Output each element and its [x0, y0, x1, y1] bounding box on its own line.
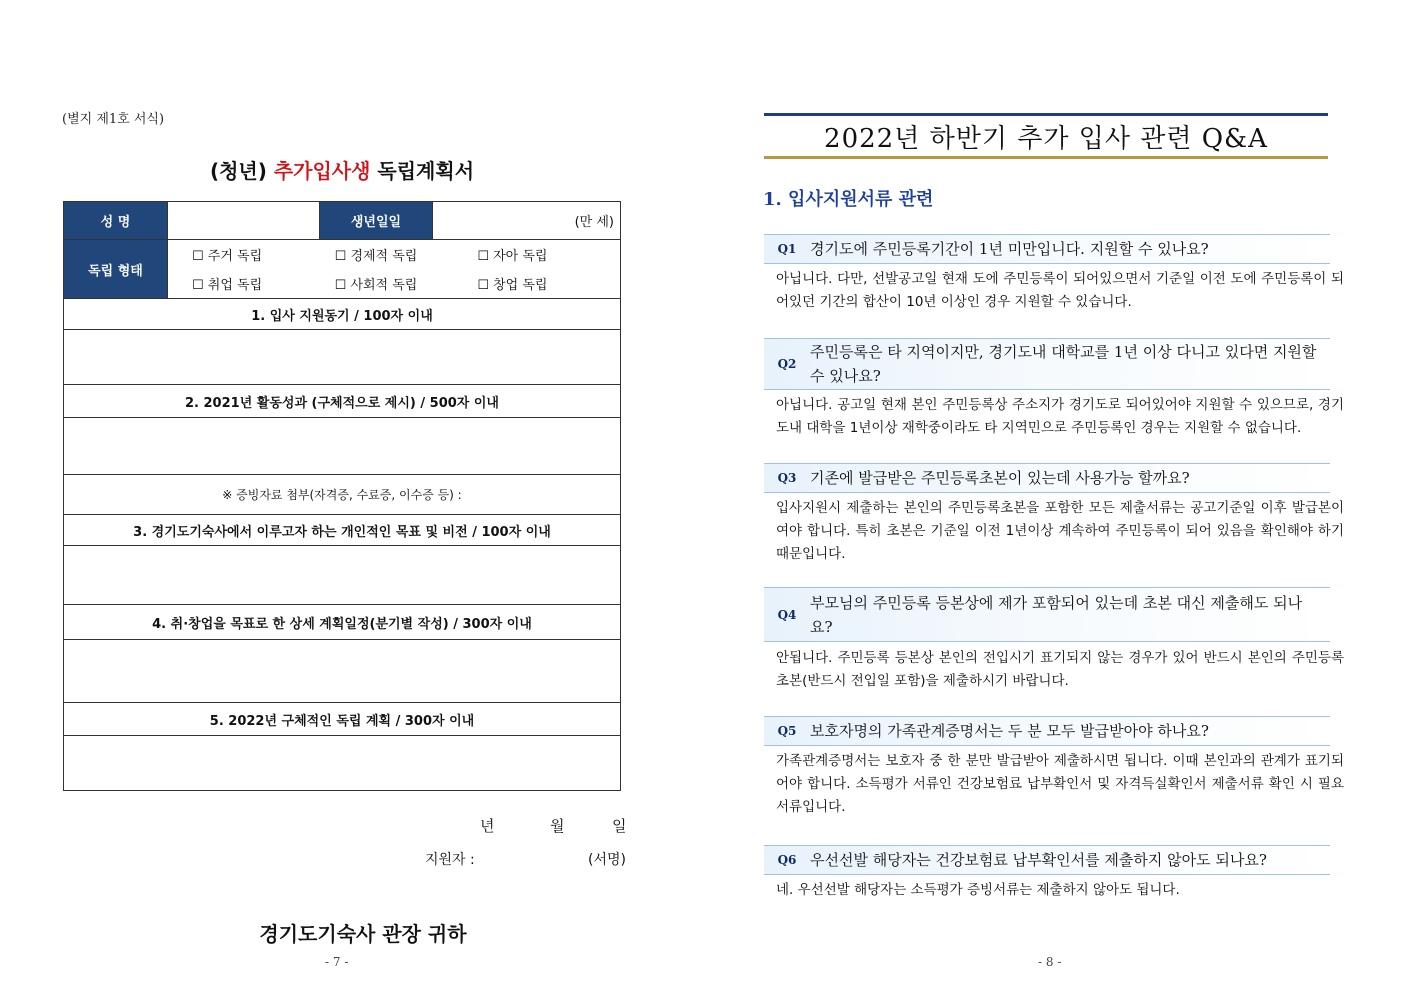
section4-input[interactable] [64, 640, 620, 703]
section5-header: 5. 2022년 구체적인 독립 계획 / 300자 이내 [64, 703, 620, 736]
section3-header: 3. 경기도기숙사에서 이루고자 하는 개인적인 목표 및 비전 / 100자 이내 [64, 515, 620, 546]
question-bar [764, 234, 1330, 264]
section1-header: 1. 입사 지원동기 / 100자 이내 [64, 299, 620, 330]
applicant-line [425, 849, 626, 869]
name-row [64, 202, 620, 240]
form-note: (별지 제1호 서식) [62, 112, 165, 127]
question-text: 부모님의 주민등록 등본상에 제가 포함되어 있는데 초본 대신 제출해도 되나요? [810, 593, 1303, 636]
addressee: 경기도기숙사 관장 귀하 [259, 922, 467, 946]
question-number: Q2 [777, 357, 797, 371]
section3-input[interactable] [64, 546, 620, 605]
answer-text: 입사지원시 제출하는 본인의 주민등록초본을 포함한 모든 제출서류는 공고기준일 이후 발급본이여야 합니다. 특히 초본은 기준일 이전 1년이상 계속하여 주민등록이 되어 있음을 확인해야 하기 때문입니다. [776, 500, 1344, 562]
question-bar [764, 587, 1330, 642]
type-row [64, 240, 620, 299]
applicant-label: 지원자 : [425, 852, 475, 868]
answer-text: 아닙니다. 다만, 선발공고일 현재 도에 주민등록이 되어있으면서 기준일 이전 도에 주민등록이 되어있던 기간의 합산이 10년 이상인 경우 지원할 수 있습니다. [776, 271, 1344, 310]
section4-header: 4. 취·창업을 목표로 한 상세 계획일정(분기별 작성) / 300자 이내 [64, 605, 620, 640]
age-field[interactable] [432, 202, 620, 239]
plan-form-table [63, 201, 621, 791]
page-number-right: - 8 - [1038, 955, 1062, 969]
type-options [167, 240, 620, 298]
type-label: 독립 형태 [64, 240, 167, 298]
form-title-suffix: 독립계획서 [370, 159, 475, 183]
question-text: 우선선발 해당자는 건강보험료 납부확인서를 제출하지 않아도 되나요? [810, 851, 1267, 869]
question-number: Q1 [777, 242, 797, 256]
qa-title: 2022년 하반기 추가 입사 관련 Q&A [824, 123, 1268, 154]
birth-label: 생년일일 [319, 202, 432, 239]
date-day: 일 [612, 817, 627, 835]
date-month: 월 [550, 817, 565, 835]
question-number: Q5 [777, 724, 797, 738]
section5-input[interactable] [64, 736, 620, 790]
question-bar [764, 338, 1330, 390]
page-number-left: - 7 - [325, 955, 349, 969]
question-bar [764, 716, 1330, 746]
signature-label: (서명) [588, 852, 626, 868]
option-housing[interactable]: ☐ 주거 독립 [192, 249, 263, 264]
name-input-cell[interactable] [167, 202, 319, 239]
answer-text: 아닙니다. 공고일 현재 본인 주민등록상 주소지가 경기도로 되어있어야 지원할 수 있으므로, 경기도내 대학을 1년이상 재학중이라도 타 지역민으로 주민등록인 경우는 지원할 수 없습니다. [776, 397, 1344, 436]
question-text: 경기도에 주민등록기간이 1년 미만입니다. 지원할 수 있나요? [810, 240, 1209, 258]
answer-text: 가족관계증명서는 보호자 중 한 분만 발급받아 제출하시면 됩니다. 이때 본인과의 관계가 표기되어야 합니다. 소득평가 서류인 건강보험료 납부확인서 및 자격득실확인서 제출서류 확인 시 필요서류입니다. [776, 753, 1344, 815]
question-text: 기존에 발급받은 주민등록초본이 있는데 사용가능 할까요? [810, 469, 1190, 487]
form-title-highlight: 추가입사생 [273, 159, 371, 183]
date-year: 년 [480, 817, 495, 835]
form-title [63, 155, 621, 184]
section2-header: 2. 2021년 활동성과 (구체적으로 제시) / 500자 이내 [64, 385, 620, 418]
question-number: Q4 [777, 607, 797, 622]
age-field-text: (만 세) [574, 215, 614, 230]
question-bar [764, 463, 1330, 493]
option-social[interactable]: ☐ 사회적 독립 [334, 278, 418, 293]
question-text: 보호자명의 가족관계증명서는 두 분 모두 발급받아야 하나요? [810, 722, 1209, 740]
answer-text: 네. 우선선발 해당자는 소득평가 증빙서류는 제출하지 않아도 됩니다. [776, 882, 1180, 898]
option-employment[interactable]: ☐ 취업 독립 [192, 278, 263, 293]
question-number: Q6 [777, 853, 797, 867]
question-text: 주민등록은 타 지역이지만, 경기도내 대학교를 1년 이상 다니고 있다면 지원할 수 있나요? [810, 343, 1317, 385]
option-startup[interactable]: ☐ 창업 독립 [477, 278, 548, 293]
evidence-note[interactable]: ※ 증빙자료 첨부(자격증, 수료증, 이수증 등) : [64, 475, 620, 515]
form-title-prefix: (청년) [209, 159, 274, 183]
option-self[interactable]: ☐ 자아 독립 [477, 249, 548, 264]
section2-input[interactable] [64, 418, 620, 475]
option-economic[interactable]: ☐ 경제적 독립 [334, 249, 418, 264]
answer-text: 안됩니다. 주민등록 등본상 본인의 전입시기 표기되지 않는 경우가 있어 반드시 본인의 주민등록초본(반드시 전입일 포함)을 제출하시기 바랍니다. [776, 650, 1344, 689]
date-line [480, 815, 627, 836]
name-label: 성 명 [64, 202, 167, 239]
question-number: Q3 [777, 471, 797, 485]
question-bar [764, 845, 1330, 875]
section-heading: 1. 입사지원서류 관련 [763, 189, 934, 210]
section1-input[interactable] [64, 330, 620, 385]
qa-title-box [764, 113, 1328, 159]
